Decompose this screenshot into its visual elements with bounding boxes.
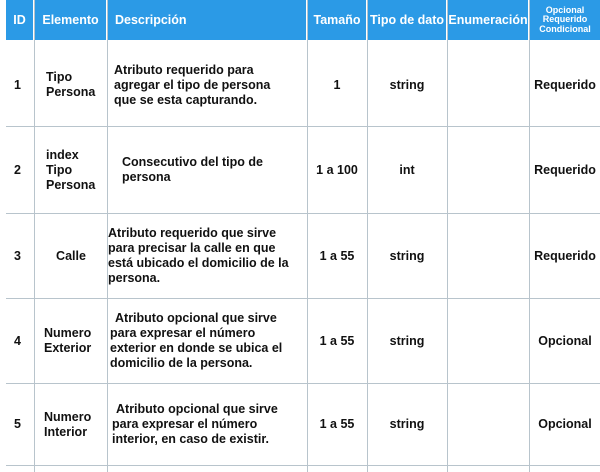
header-condicion-opcional: Opcional — [545, 4, 585, 15]
attributes-table — [6, 0, 600, 472]
table-row — [6, 384, 600, 465]
cell-tipo: string — [389, 77, 425, 92]
cell-elemento — [46, 44, 106, 126]
cell-id: 3 — [14, 248, 21, 263]
cell-descripcion-line: Atributo opcional que sirve — [115, 311, 277, 325]
cell-elemento-line: Tipo — [46, 70, 73, 84]
cell-elemento — [35, 214, 107, 298]
cell-descripcion — [110, 299, 306, 383]
header-enumeracion: Enumeración — [448, 0, 528, 40]
cell-elemento-line: Numero — [44, 409, 92, 424]
header-condicion — [530, 0, 600, 40]
cell-descripcion-line: interior, en caso de existir. — [112, 432, 270, 446]
table-row — [6, 44, 600, 126]
table-row — [6, 299, 600, 383]
cell-elemento-line: index — [46, 147, 79, 162]
cell-tipo: string — [389, 333, 425, 348]
cell-elemento-line: Numero — [44, 326, 92, 340]
cell-condicion: Opcional — [538, 417, 592, 431]
cell-descripcion-line: agregar el tipo de persona — [114, 77, 271, 92]
cell-id: 2 — [14, 162, 21, 177]
cell-descripcion-line: Atributo requerido que sirve — [108, 226, 277, 240]
cell-tipo: string — [389, 417, 425, 431]
cell-tipo: string — [389, 248, 425, 263]
cell-condicion: Requerido — [534, 162, 596, 177]
cell-descripcion — [112, 384, 306, 465]
cell-descripcion-line: exterior en donde se ubica el — [110, 341, 283, 355]
cell-descripcion — [108, 214, 306, 298]
cell-enumeracion — [448, 384, 528, 465]
header-condicion-condicional: Condicional — [539, 23, 591, 34]
cell-elemento-line: Persona — [46, 177, 96, 192]
cell-id: 5 — [14, 417, 21, 431]
cell-condicion: Requerido — [534, 248, 596, 263]
cell-tamano: 1 a 55 — [319, 248, 355, 263]
cell-elemento-line: Interior — [44, 424, 88, 439]
table-row — [6, 214, 600, 298]
cell-descripcion-line: para precisar la calle en que — [108, 241, 276, 255]
header-descripcion: Descripción — [108, 0, 306, 40]
header-tipo-dato: Tipo de dato — [368, 0, 446, 40]
cell-condicion: Requerido — [534, 77, 596, 92]
cell-enumeracion — [448, 214, 528, 298]
cell-tamano: 1 — [333, 77, 341, 92]
cell-enumeracion — [448, 299, 528, 383]
cell-descripcion-line: que se esta capturando. — [114, 92, 258, 107]
cell-descripcion — [122, 127, 306, 213]
cell-elemento-line: Persona — [46, 85, 96, 99]
cell-enumeracion — [448, 44, 528, 126]
cell-id: 1 — [14, 77, 21, 92]
cell-descripcion-line: Atributo opcional que sirve — [116, 402, 278, 416]
cell-tipo: int — [399, 162, 415, 177]
cell-descripcion-line: para expresar el número — [110, 326, 256, 340]
cell-descripcion-line: está ubicado el domicilio de la — [108, 256, 289, 270]
header-condicion-requerido: Requerido — [542, 14, 588, 25]
cell-tamano: 1 a 55 — [319, 417, 355, 431]
cell-descripcion-line: persona. — [108, 271, 161, 285]
header-id: ID — [6, 0, 33, 40]
cell-elemento-line: Tipo — [46, 162, 73, 177]
cell-elemento-line: Calle — [56, 248, 86, 263]
cell-condicion: Opcional — [538, 333, 592, 348]
cell-id: 4 — [14, 333, 21, 348]
cell-elemento — [46, 127, 106, 213]
cell-descripcion — [114, 44, 306, 126]
cell-descripcion-line: para expresar el número — [112, 417, 258, 431]
cell-tamano: 1 a 55 — [319, 333, 355, 348]
header-tamano: Tamaño — [308, 0, 366, 40]
row-divider — [6, 465, 600, 466]
header-elemento: Elemento — [35, 0, 106, 40]
cell-descripcion-line: persona — [122, 170, 171, 184]
table-header — [6, 0, 600, 44]
cell-elemento-line: Exterior — [44, 341, 92, 355]
cell-elemento — [44, 384, 106, 465]
cell-tamano: 1 a 100 — [316, 162, 358, 177]
cell-descripcion-line: Consecutivo del tipo de — [122, 155, 263, 169]
cell-descripcion-line: domicilio de la persona. — [110, 356, 253, 370]
cell-elemento — [44, 299, 106, 383]
cell-enumeracion — [448, 127, 528, 213]
cell-descripcion-line: Atributo requerido para — [114, 62, 254, 77]
table-row — [6, 127, 600, 213]
